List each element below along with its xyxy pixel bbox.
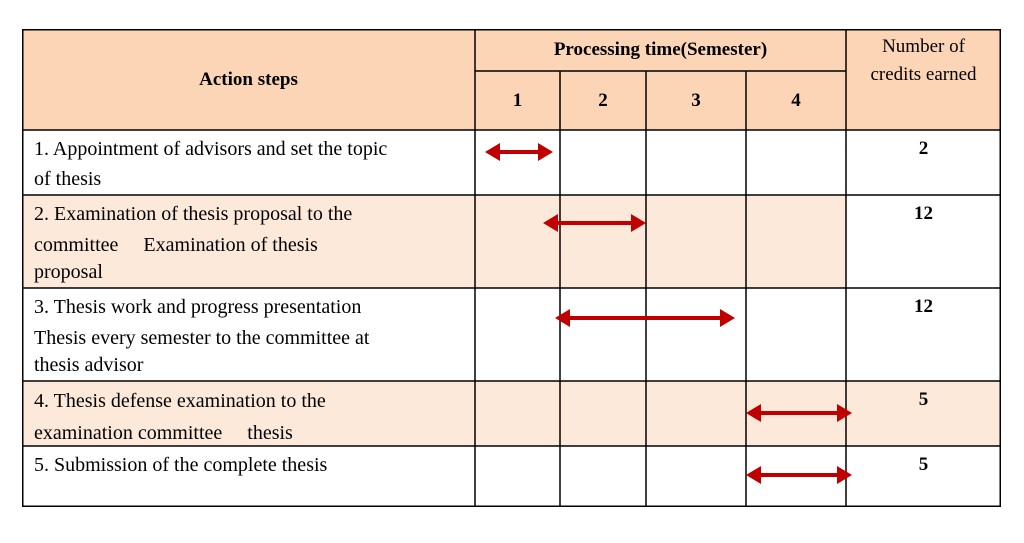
step-3-line-3: thesis advisor	[34, 354, 144, 376]
header-semester-3: 3	[691, 89, 701, 111]
header-credits-line2: credits earned	[870, 64, 977, 85]
step-5-line-1: 5. Submission of the complete thesis	[34, 454, 328, 476]
step-2-line-1: 2. Examination of thesis proposal to the	[34, 203, 353, 225]
header-semester-4: 4	[791, 89, 801, 111]
credits-row-4: 5	[918, 389, 929, 410]
step-4-line-2: examination committee thesis	[34, 422, 293, 444]
step-1-line-2: of thesis	[34, 168, 102, 190]
step-1-line-1: 1. Appointment of advisors and set the topic	[34, 138, 388, 160]
schedule-table	[22, 29, 1001, 507]
step-2-line-2: committee Examination of thesis	[34, 234, 318, 256]
step-1	[22, 130, 475, 194]
header-credits	[846, 33, 1001, 89]
step-2	[22, 195, 475, 283]
step-4-line-1: 4. Thesis defense examination to the	[34, 390, 326, 412]
step-2-line-3: proposal	[34, 261, 103, 283]
credits-row-2: 12	[914, 203, 933, 224]
header-semester-1: 1	[512, 89, 523, 111]
step-3-line-2: Thesis every semester to the committee at	[34, 327, 370, 349]
header-semester-2: 2	[598, 89, 608, 111]
credits-row-3: 12	[914, 296, 933, 317]
header-credits-line1: Number of	[882, 36, 965, 57]
header-action-steps: Action steps	[199, 68, 298, 90]
header-processing-time: Processing time(Semester)	[553, 39, 768, 60]
step-5	[22, 446, 475, 480]
credits-row-1: 2	[918, 138, 929, 159]
step-4	[22, 381, 475, 449]
step-3-line-1: 3. Thesis work and progress presentation	[34, 296, 362, 318]
step-3	[22, 288, 475, 376]
credits-row-5: 5	[918, 454, 929, 475]
